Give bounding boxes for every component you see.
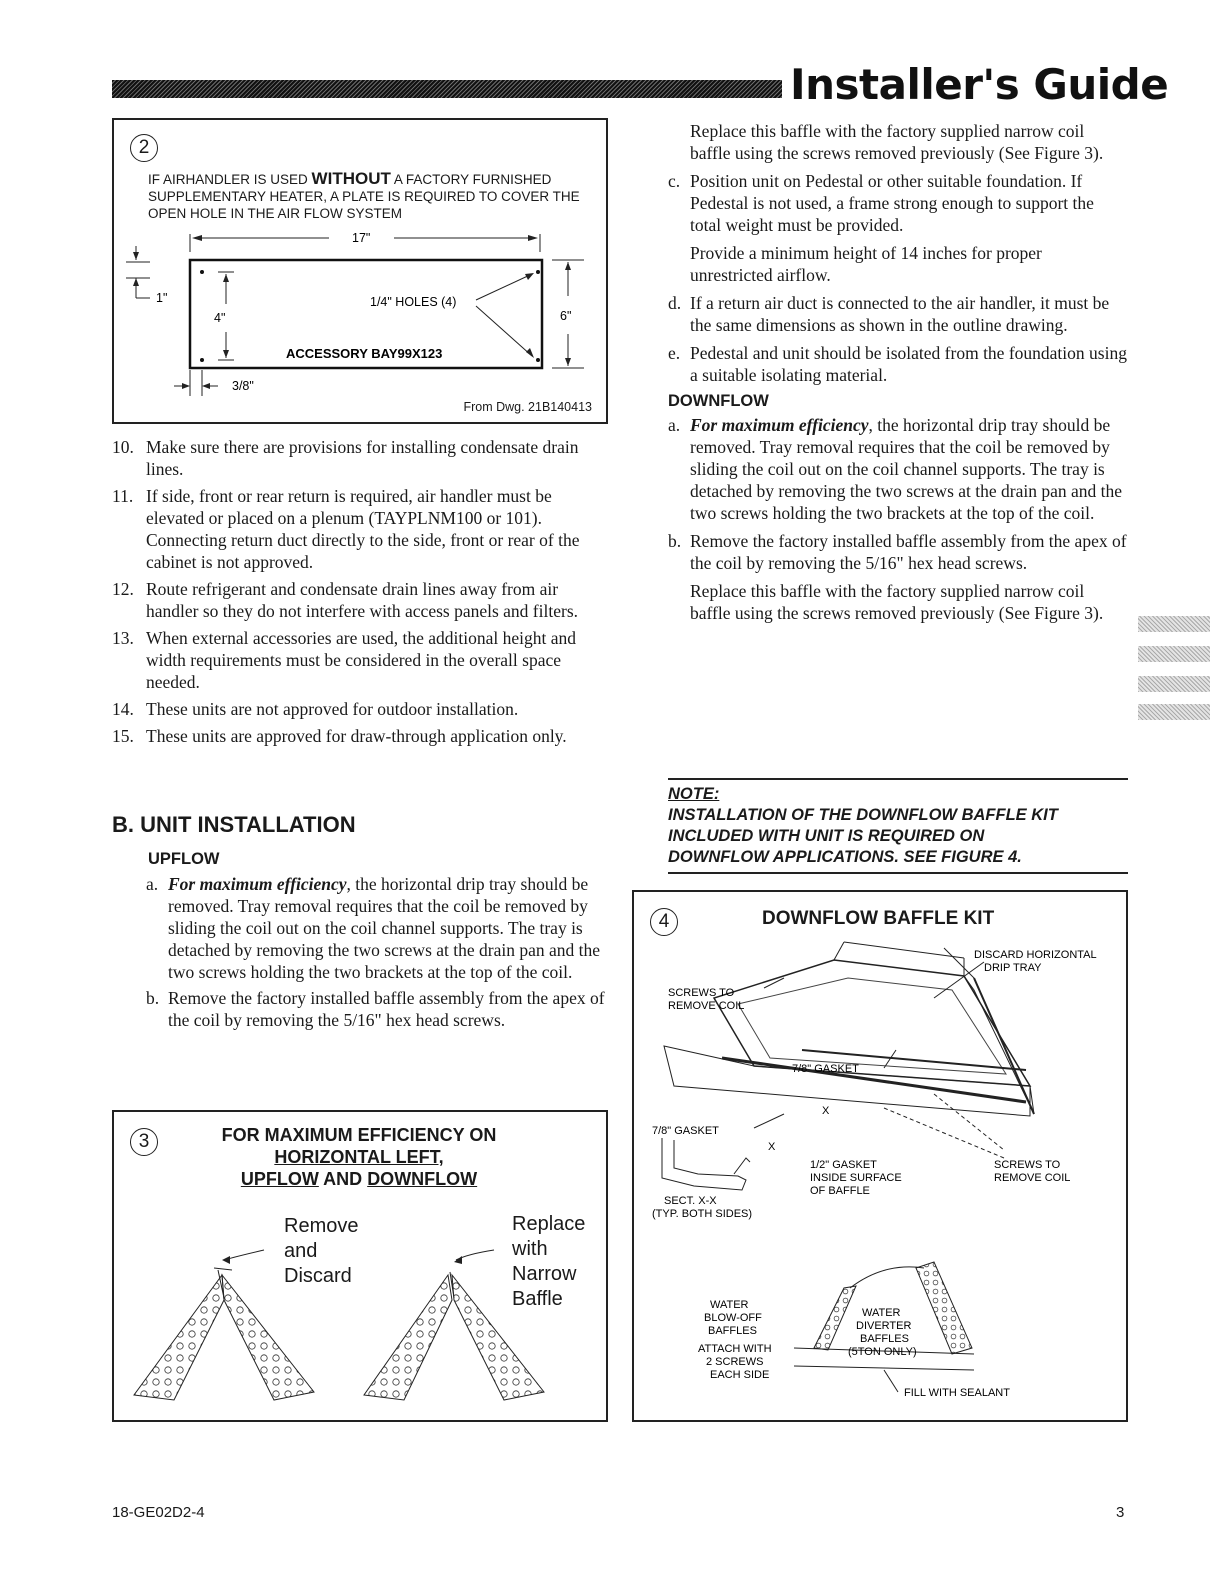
figure-caption: IF AIRHANDLER IS USED WITHOUT A FACTORY FURNISHED SUPPLEMENTARY HEATER, A PLATE IS REQUIRED TO COVER THE OPEN HOLE IN THE AIR FLOW SYSTEM [148, 169, 580, 221]
label-section-mark: X [822, 1105, 830, 1117]
label-water-diverter: BAFFLES [860, 1333, 909, 1345]
label-section: (TYP. BOTH SIDES) [652, 1208, 753, 1220]
accessory-label: ACCESSORY BAY99X123 [286, 346, 443, 361]
note-label: NOTE: [668, 785, 720, 803]
list-item: 13. When external accessories are used, the additional height and width requirements must be considered in the overall space needed. [112, 628, 577, 692]
dim-width-label: 17" [352, 231, 371, 245]
remove-discard-label: Remove and Discard [284, 1215, 359, 1287]
section-b [112, 812, 608, 1031]
label-screws-remove-coil: REMOVE COIL [668, 1000, 745, 1012]
label-water-diverter: WATER [862, 1307, 901, 1319]
plate-dimension-drawing [114, 224, 606, 424]
label-half-inch-gasket: OF BAFFLE [810, 1185, 870, 1197]
document-id: 18-GE02D2-4 [112, 1504, 205, 1521]
replace-narrow-label: Replace with Narrow Baffle [512, 1213, 586, 1310]
label-water-blowoff: BLOW-OFF [704, 1312, 762, 1324]
step-d: d. If a return air duct is connected to the air handler, it must be the same dimensions as shown in the outline drawing. [668, 293, 1110, 335]
step-e: e. Pedestal and unit should be isolated from the foundation using a suitable isolating material. [668, 343, 1127, 385]
label-water-blowoff: WATER [710, 1299, 749, 1311]
holes-label: 1/4" HOLES (4) [370, 295, 457, 309]
upflow-step-b: b. Remove the factory installed baffle assembly from the apex of the coil by removing the 5/16" hex head screws. [146, 988, 605, 1030]
label-half-inch-gasket: INSIDE SURFACE [810, 1172, 902, 1184]
label-gasket: 7/8" GASKET [652, 1125, 719, 1137]
header-rule [112, 80, 782, 98]
label-gasket: 7/8" GASKET [792, 1063, 859, 1075]
label-screws-remove-coil: REMOVE COIL [994, 1172, 1071, 1184]
edge-tab-marker [1138, 616, 1210, 632]
section-heading: B. UNIT INSTALLATION [112, 812, 356, 837]
label-water-diverter: DIVERTER [856, 1320, 912, 1332]
label-half-inch-gasket: 1/2" GASKET [810, 1159, 877, 1171]
edge-tab-marker [1138, 646, 1210, 662]
dim-offset-label: 1" [156, 291, 168, 305]
figure-number: 2 [130, 134, 158, 162]
label-fill-sealant: FILL WITH SEALANT [904, 1387, 1010, 1399]
baffle-kit-illustration [634, 918, 1126, 1418]
right-column-text [668, 120, 1128, 630]
label-attach-screws: ATTACH WITH [698, 1343, 772, 1355]
label-section: SECT. X-X [664, 1195, 717, 1207]
label-attach-screws: EACH SIDE [710, 1369, 770, 1381]
label-attach-screws: 2 SCREWS [706, 1356, 764, 1368]
note-line: INSTALLATION OF THE DOWNFLOW BAFFLE KIT [668, 806, 1058, 824]
label-discard-tray: DRIP TRAY [984, 962, 1042, 974]
list-item: 12. Route refrigerant and condensate drain lines away from air handler so they do not interfere with access panels and filters. [112, 579, 579, 621]
figure-3 [112, 1110, 608, 1422]
upflow-step-b-continued: Replace this baffle with the factory supplied narrow coil baffle using the screws removed previously (See Figure 3). [690, 121, 1104, 163]
downflow-step-b-note: Replace this baffle with the factory supplied narrow coil baffle using the screws removed previously (See Figure 3). [690, 581, 1104, 623]
label-section-mark: X [768, 1141, 776, 1153]
drawing-reference: From Dwg. 21B140413 [463, 400, 592, 414]
upflow-step-a: a. For maximum efficiency, the horizontal drip tray should be removed. Tray removal requires that the coil be removed by sliding the coil out on the coil channel supports. The tray is detached by removing the two screws at the drain pan and the two screws holding the two brackets at the top of the coil. [146, 874, 601, 982]
figure-3-title: FOR MAXIMUM EFFICIENCY ON HORIZONTAL LEFT, UPFLOW AND DOWNFLOW [221, 1125, 497, 1189]
step-c-note: Provide a minimum height of 14 inches for proper unrestricted airflow. [690, 243, 1042, 285]
page-number: 3 [1116, 1504, 1125, 1521]
left-numbered-list [112, 436, 608, 752]
upflow-heading: UPFLOW [148, 850, 220, 868]
figure-4-title: DOWNFLOW BAFFLE KIT [762, 908, 995, 929]
figure-4 [632, 890, 1128, 1422]
downflow-heading: DOWNFLOW [668, 392, 769, 410]
dim-hole-spacing-label: 4" [214, 311, 226, 325]
label-screws-remove-coil: SCREWS TO [668, 987, 735, 999]
figure-2 [112, 118, 608, 424]
list-item: 15. These units are approved for draw-through application only. [112, 726, 567, 746]
step-c: c. Position unit on Pedestal or other suitable foundation. If Pedestal is not used, a frame strong enough to support the total weight must be provided. [668, 171, 1094, 235]
downflow-step-b: b. Remove the factory installed baffle assembly from the apex of the coil by removing the 5/16" hex head screws. [668, 531, 1127, 573]
edge-tab-marker [1138, 676, 1210, 692]
figure-number: 3 [130, 1128, 158, 1156]
edge-tab-marker [1138, 704, 1210, 720]
label-water-blowoff: BAFFLES [708, 1325, 757, 1337]
note-line: INCLUDED WITH UNIT IS REQUIRED ON [668, 827, 985, 845]
dim-height-label: 6" [560, 309, 572, 323]
list-item: 14. These units are not approved for outdoor installation. [112, 699, 519, 719]
list-item: 10. Make sure there are provisions for installing condensate drain lines. [112, 437, 579, 479]
downflow-step-a: a. For maximum efficiency, the horizontal drip tray should be removed. Tray removal requires that the coil be removed by sliding the coil out on the coil channel supports. The tray is detached by removing the two screws at the drain pan and the two screws holding the two brackets at the top of the coil. [668, 415, 1123, 523]
figure-number: 4 [650, 908, 678, 936]
label-discard-tray: DISCARD HORIZONTAL [974, 949, 1097, 961]
dim-edge-label: 3/8" [232, 379, 254, 393]
label-water-diverter: (5TON ONLY) [848, 1346, 917, 1358]
note-block [668, 778, 1128, 874]
page-title: Installer's Guide [790, 60, 1169, 109]
baffle-illustration [114, 1220, 606, 1420]
label-screws-remove-coil: SCREWS TO [994, 1159, 1061, 1171]
list-item: 11. If side, front or rear return is required, air handler must be elevated or placed on a plenum (TAYPLNM100 or 101). Connecting return duct directly to the side, front or rear of the cabinet is not approved. [112, 486, 580, 572]
note-line: DOWNFLOW APPLICATIONS. SEE FIGURE 4. [668, 848, 1022, 866]
